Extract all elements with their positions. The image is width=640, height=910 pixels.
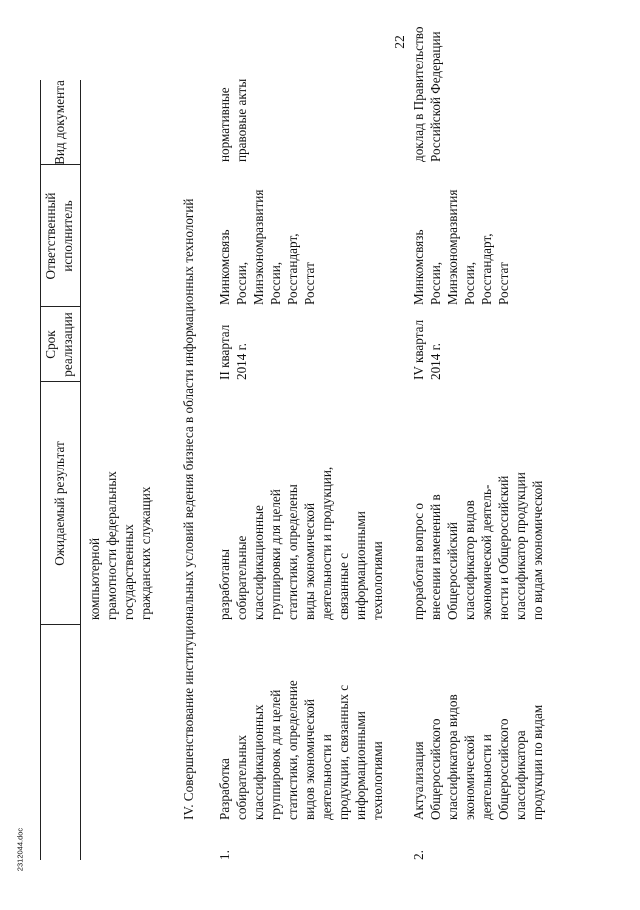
row-1-result: разработаны собирательные классификационные группировки для целей статистики, определены виды экономической деятельности и продукции, связанные с информационными технологиями bbox=[217, 466, 385, 620]
footer-filename: 2312044.doc bbox=[15, 827, 25, 872]
page-number: 22 bbox=[392, 35, 407, 49]
row-1-measure: Разработка собирательных классификационных группировок для целей статистики, определение видов экономической деятельности и продукции, связанных с информационными технологиями bbox=[217, 680, 385, 820]
header-doc-type: Вид документа bbox=[52, 80, 67, 165]
header-result: Ожидаемый результат bbox=[52, 441, 67, 566]
row-2-number: 2. bbox=[411, 850, 426, 860]
row-1-deadline: II квартал 2014 г. bbox=[217, 324, 249, 380]
row-1-number: 1. bbox=[217, 850, 232, 860]
row-2-doc-type: доклад в Правительство Российской Федерации bbox=[411, 26, 443, 162]
row-2-deadline: IV квартал 2014 г. bbox=[411, 319, 443, 380]
header-bottom-line bbox=[80, 80, 81, 860]
header-deadline: Срок реализации bbox=[43, 312, 75, 377]
row-1-doc-type: нормативные правовые акты bbox=[217, 78, 249, 162]
row-2-measure: Актуализация Общероссийского классификатора видов экономической деятельности и Общероссийского классификатора продукции по видам bbox=[411, 694, 545, 820]
row-2-responsible: Минкомсвязь России, Минэкономразвития России, Росстандарт, Росстат bbox=[411, 189, 511, 305]
continuation-text: компьютерной грамотности федеральных государственных гражданских служащих bbox=[87, 471, 153, 620]
row-2-result: проработан вопрос о внесении изменений в Общероссийский классификатор видов экономической деятель- ности и Общероссийский классификатор продукции по видам экономической bbox=[411, 472, 545, 620]
header-responsible: Ответственный исполнитель bbox=[43, 192, 75, 280]
row-1-responsible: Минкомсвязь России, Минэкономразвития России, Росстандарт, Росстат bbox=[217, 189, 317, 305]
section-title: IV. Совершенствование институциональных условий ведения бизнеса в области информационных технологий bbox=[181, 198, 196, 820]
